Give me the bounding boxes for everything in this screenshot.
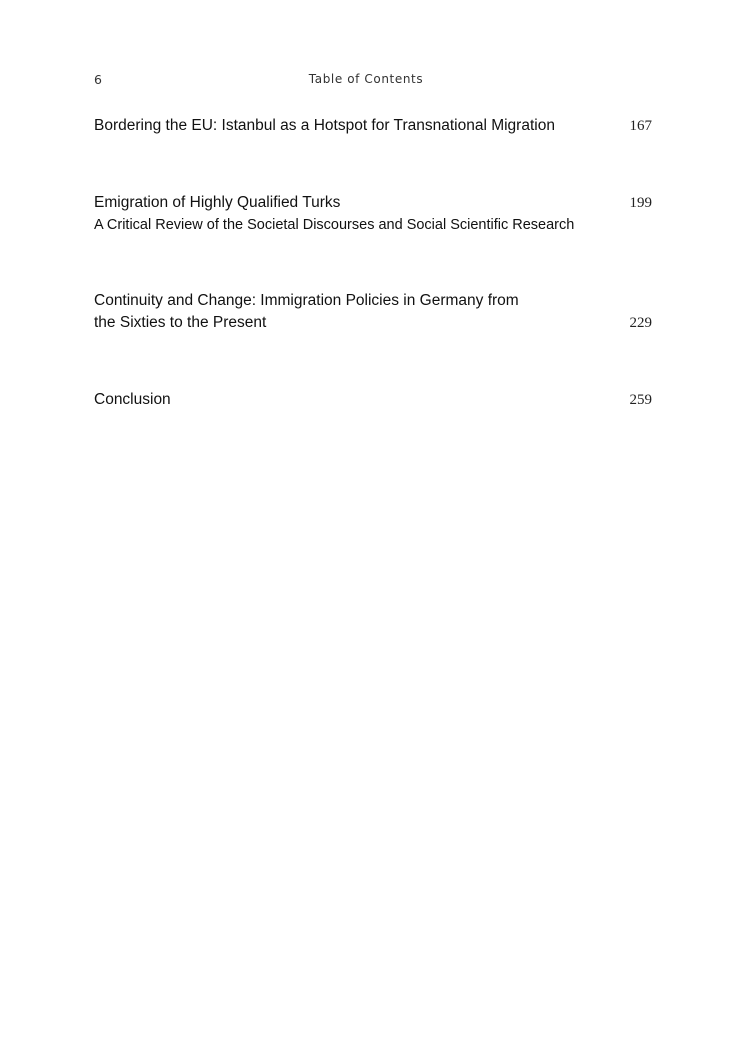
toc-entry-page-number: 167 <box>629 118 652 134</box>
toc-entry-subtitle: A Critical Review of the Societal Discourses and Social Scientific Research <box>94 217 575 233</box>
toc-entry-page-number: 229 <box>629 315 652 331</box>
toc-entry[interactable] <box>94 115 654 137</box>
toc-entry-title: Emigration of Highly Qualified Turks <box>94 194 341 211</box>
toc-entry[interactable] <box>94 192 654 236</box>
toc-entry-title: Bordering the EU: Istanbul as a Hotspot for Transnational Migration <box>94 117 555 134</box>
toc-entry-title: Conclusion <box>94 391 171 408</box>
toc-entry-title-line: Continuity and Change: Immigration Policies in Germany from <box>94 292 519 309</box>
toc-entry[interactable] <box>94 290 654 334</box>
toc-entry[interactable] <box>94 389 654 411</box>
toc-entry-page-number: 259 <box>629 392 652 408</box>
toc-entry-page-number: 199 <box>629 195 652 211</box>
running-header: Table of Contents <box>308 72 424 86</box>
page-number: 6 <box>94 72 103 87</box>
toc-entry-title-line: the Sixties to the Present <box>94 314 267 331</box>
